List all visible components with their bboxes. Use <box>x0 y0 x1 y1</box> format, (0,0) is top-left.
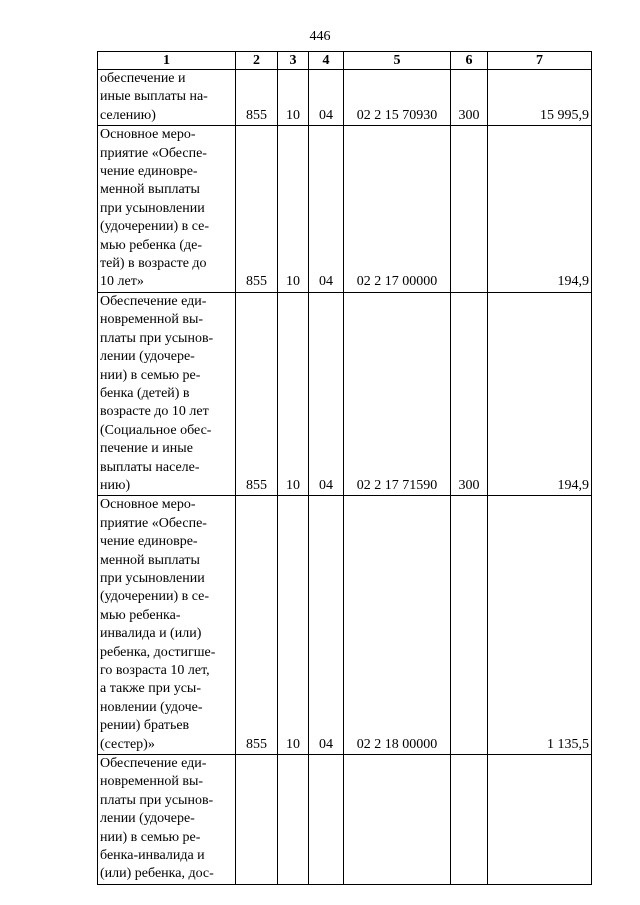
header-col-5: 5 <box>344 52 451 70</box>
page-number: 446 <box>309 29 331 44</box>
header-col-4: 4 <box>309 52 344 70</box>
row-amount: 15 995,9 <box>488 70 592 126</box>
row-ministry-code: 855 <box>236 70 278 126</box>
row-amount: 194,9 <box>488 126 592 293</box>
row-expense-type <box>451 126 488 293</box>
table-row <box>98 496 592 755</box>
row-section: 10 <box>278 70 309 126</box>
row-expense-type: 300 <box>451 292 488 495</box>
row-target-article: 02 2 18 00000 <box>344 496 451 755</box>
header-col-7: 7 <box>488 52 592 70</box>
row-target-article: 02 2 15 70930 <box>344 70 451 126</box>
row-ministry-code <box>236 755 278 885</box>
row-target-article: 02 2 17 71590 <box>344 292 451 495</box>
row-ministry-code: 855 <box>236 496 278 755</box>
header-col-3: 3 <box>278 52 309 70</box>
row-target-article: 02 2 17 00000 <box>344 126 451 293</box>
row-expense-type <box>451 496 488 755</box>
row-subsection <box>309 755 344 885</box>
row-ministry-code: 855 <box>236 292 278 495</box>
row-name: Основное меро- приятие «Обеспе- чение единовре- менной выплаты при усыновлении (удочерении) в се- мью ребенка- инвалида и (или) ребенка, достигше- го возраста 10 лет, а также при усы- новлении (удоче- рении) братьев (сестер)» <box>98 496 236 755</box>
row-name: обеспечение и иные выплаты на- селению) <box>98 70 236 126</box>
row-expense-type <box>451 755 488 885</box>
table-row <box>98 70 592 126</box>
row-name: Основное меро- приятие «Обеспе- чение единовре- менной выплаты при усыновлении (удочерении) в се- мью ребенка (де- тей) в возрасте до 10 лет» <box>98 126 236 293</box>
budget-table <box>97 51 592 885</box>
row-section: 10 <box>278 496 309 755</box>
row-amount: 1 135,5 <box>488 496 592 755</box>
row-section: 10 <box>278 292 309 495</box>
row-expense-type: 300 <box>451 70 488 126</box>
row-subsection: 04 <box>309 70 344 126</box>
table-row <box>98 292 592 495</box>
row-amount: 194,9 <box>488 292 592 495</box>
row-ministry-code: 855 <box>236 126 278 293</box>
header-row <box>98 52 592 70</box>
row-section: 10 <box>278 126 309 293</box>
row-amount <box>488 755 592 885</box>
row-name: Обеспечение еди- новременной вы- платы при усынов- лении (удочере- нии) в семью ре- бенка (детей) в возрасте до 10 лет (Социальное обес- печение и иные выплаты населе- нию) <box>98 292 236 495</box>
row-subsection: 04 <box>309 292 344 495</box>
row-section <box>278 755 309 885</box>
table-row <box>98 126 592 293</box>
table-row <box>98 755 592 885</box>
header-col-1: 1 <box>98 52 236 70</box>
row-target-article <box>344 755 451 885</box>
row-subsection: 04 <box>309 496 344 755</box>
header-col-6: 6 <box>451 52 488 70</box>
row-subsection: 04 <box>309 126 344 293</box>
header-col-2: 2 <box>236 52 278 70</box>
row-name: Обеспечение еди- новременной вы- платы при усынов- лении (удочере- нии) в семью ре- бенка-инвалида и (или) ребенка, дос- <box>98 755 236 885</box>
